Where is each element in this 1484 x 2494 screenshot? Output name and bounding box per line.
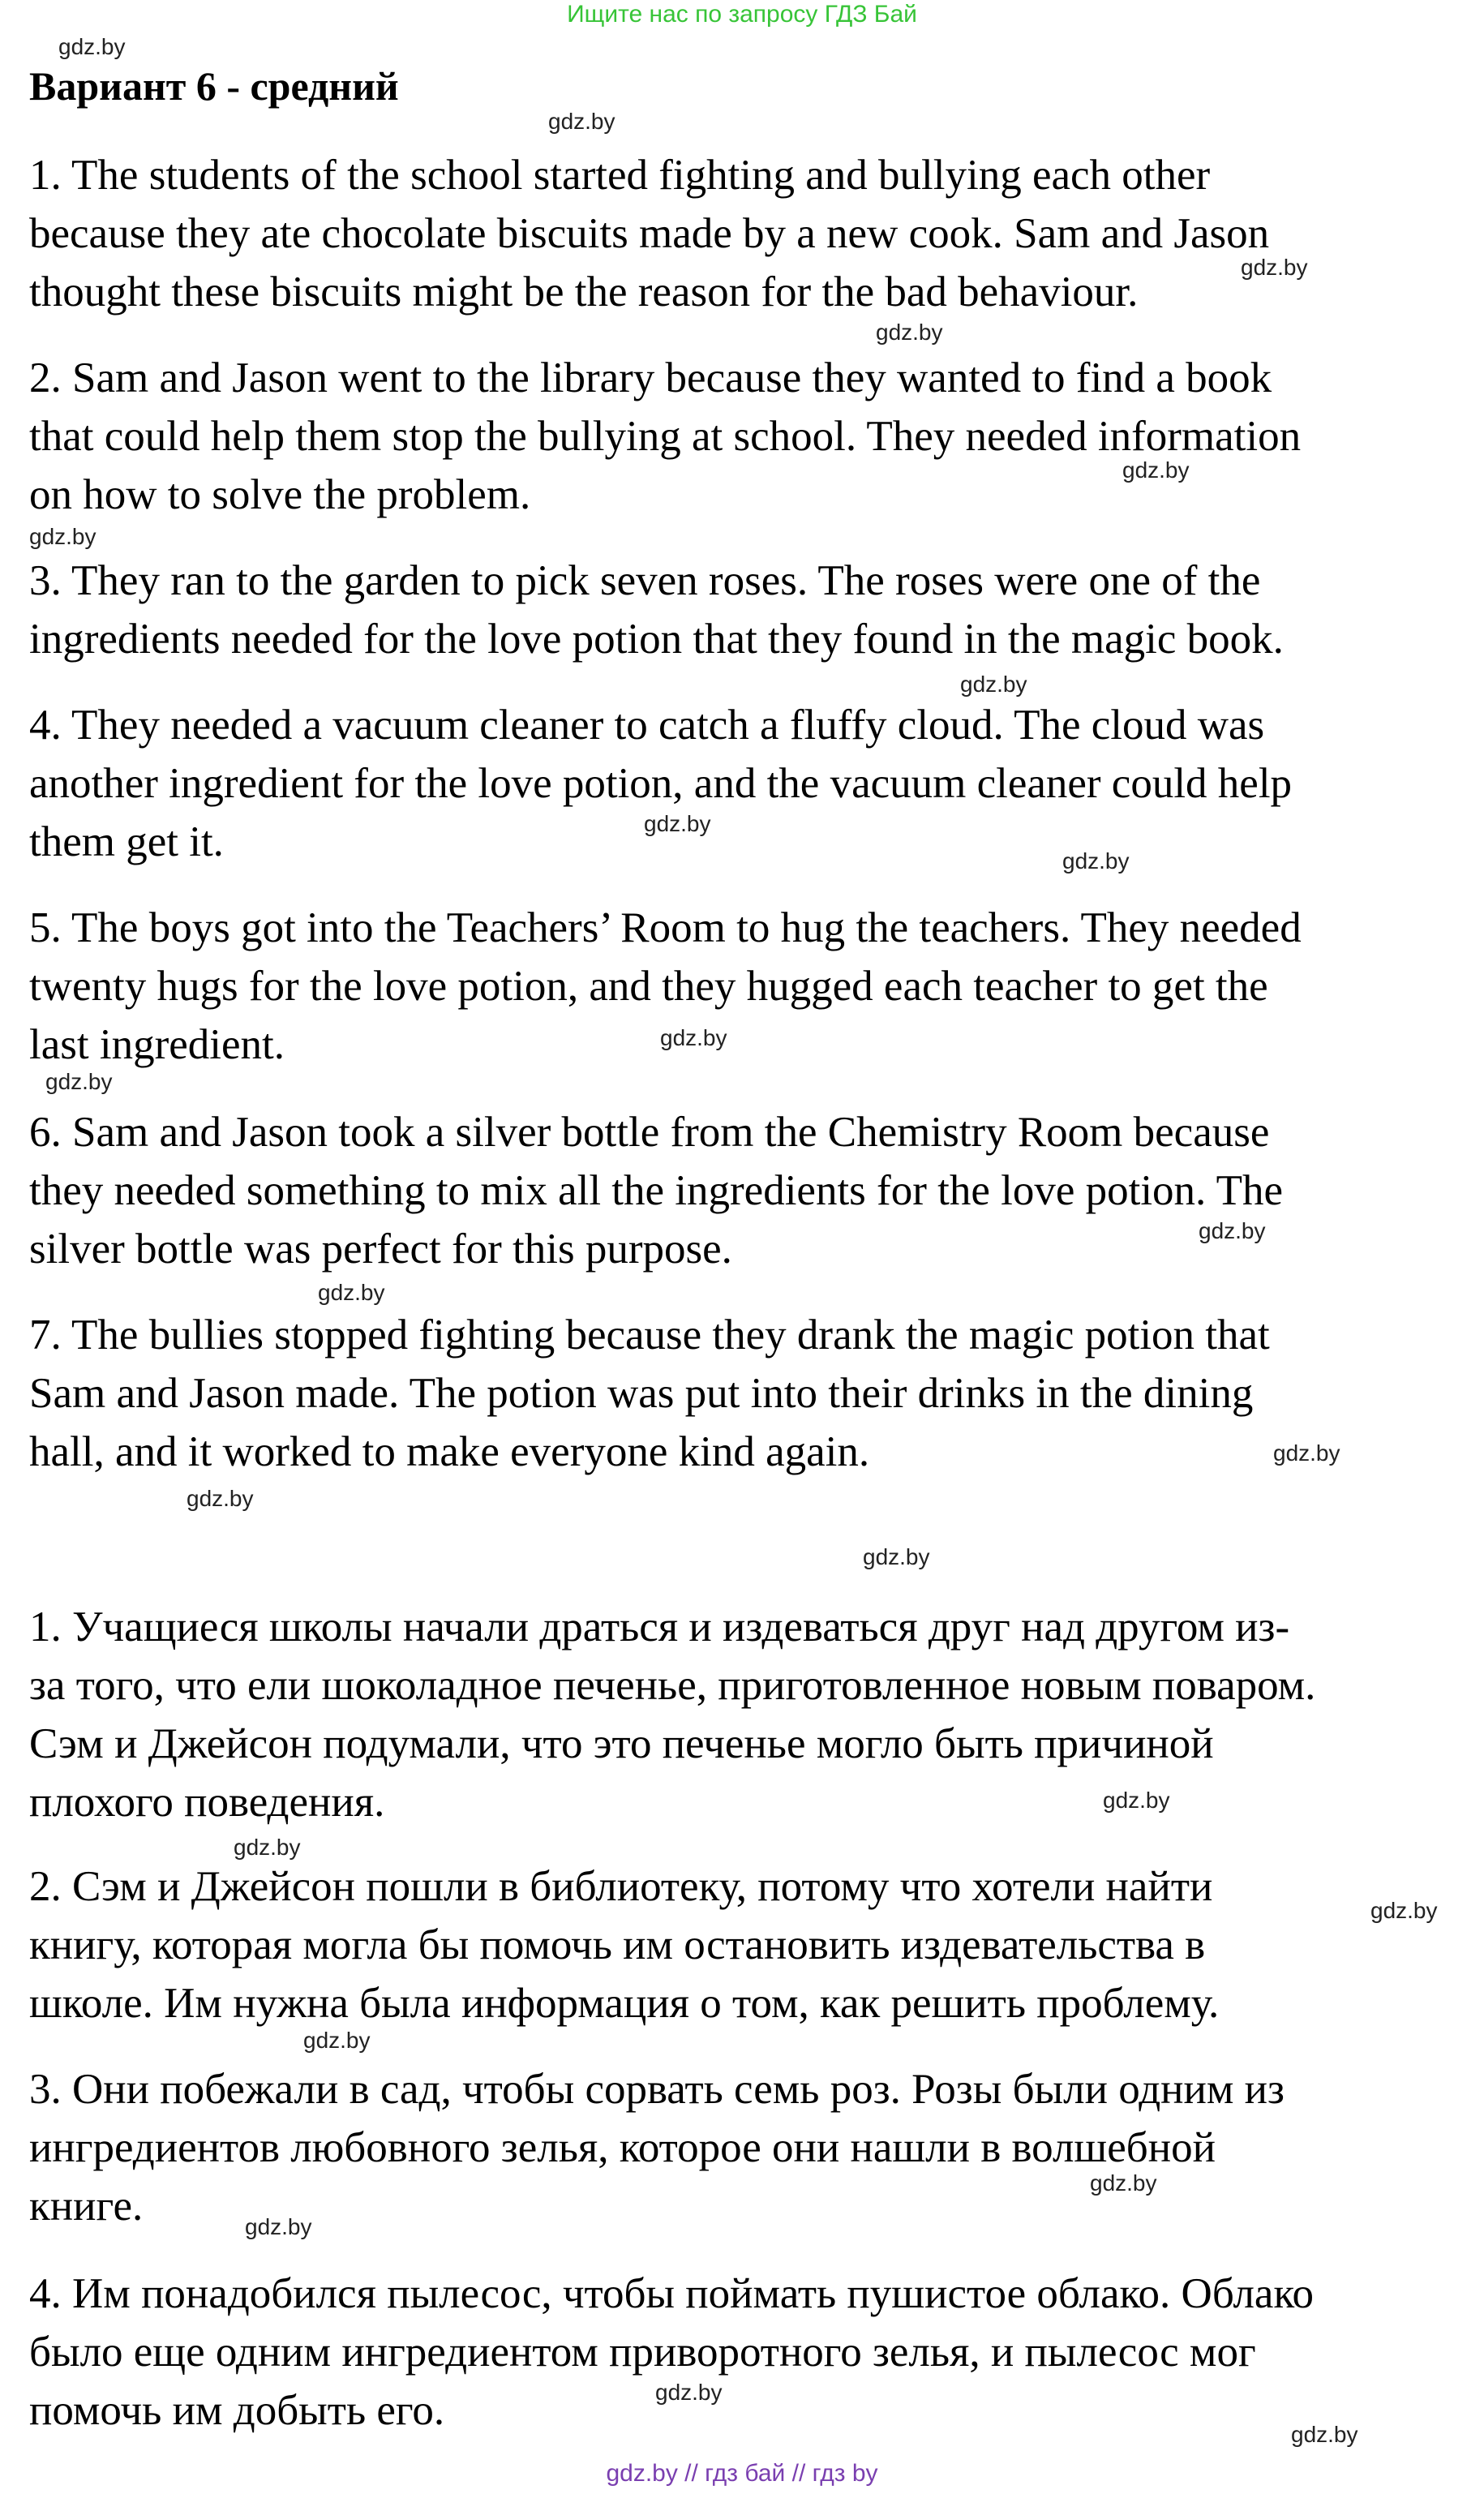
- top-banner[interactable]: Ищите нас по запросу ГДЗ Бай: [567, 1, 917, 28]
- watermark: gdz.by: [1062, 848, 1130, 874]
- watermark: gdz.by: [960, 672, 1027, 697]
- watermark: gdz.by: [1122, 457, 1190, 483]
- text-line: за того, что ели шоколадное печенье, приготовленное новым поваром.: [29, 1662, 1316, 1709]
- english-answer-1: [29, 146, 1465, 321]
- text-line: on how to solve the problem.: [29, 471, 531, 518]
- text-line: that could help them stop the bullying at school. They needed information: [29, 413, 1302, 460]
- watermark: gdz.by: [660, 1025, 727, 1050]
- footer-links[interactable]: gdz.by // гдз бай // гдз by: [606, 2460, 878, 2487]
- russian-answer-1: [29, 1598, 1465, 1831]
- text-line: 3. They ran to the garden to pick seven roses. The roses were one of the: [29, 557, 1261, 604]
- text-line: ingredients needed for the love potion that they found in the magic book.: [29, 616, 1284, 663]
- watermark: gdz.by: [245, 2214, 312, 2239]
- text-line: them get it.: [29, 818, 224, 865]
- text-line: last ingredient.: [29, 1021, 285, 1068]
- text-line: 2. Sam and Jason went to the library because they wanted to find a book: [29, 354, 1272, 401]
- watermark: gdz.by: [187, 1486, 254, 1511]
- text-line: книге.: [29, 2183, 144, 2230]
- text-line: 7. The bullies stopped fighting because they drank the magic potion that: [29, 1311, 1270, 1359]
- watermark: gdz.by: [655, 2380, 723, 2405]
- watermark: gdz.by: [1370, 1898, 1438, 1923]
- text-line: 4. Им понадобился пылесос, чтобы поймать пушистое облако. Облако: [29, 2270, 1314, 2317]
- watermark: gdz.by: [29, 524, 97, 549]
- watermark: gdz.by: [234, 1835, 301, 1860]
- text-line: было еще одним ингредиентом приворотного зелья, и пылесос мог: [29, 2329, 1256, 2376]
- text-line: плохого поведения.: [29, 1779, 385, 1826]
- page-title: Вариант 6 - средний: [29, 63, 399, 109]
- watermark: gdz.by: [58, 34, 126, 59]
- text-line: hall, and it worked to make everyone kind again.: [29, 1428, 870, 1475]
- text-line: 3. Они побежали в сад, чтобы сорвать семь роз. Розы были одним из: [29, 2066, 1285, 2113]
- watermark: gdz.by: [1273, 1440, 1340, 1466]
- text-line: книгу, которая могла бы помочь им остановить издевательства в: [29, 1921, 1206, 1968]
- english-answer-6: [29, 1103, 1465, 1278]
- text-line: 5. The boys got into the Teachers’ Room to hug the teachers. They needed: [29, 904, 1302, 951]
- text-line: they needed something to mix all the ingredients for the love potion. The: [29, 1167, 1283, 1214]
- watermark: gdz.by: [876, 320, 943, 345]
- english-answer-2: [29, 349, 1465, 524]
- watermark: gdz.by: [1199, 1218, 1266, 1243]
- text-line: Sam and Jason made. The potion was put into their drinks in the dining: [29, 1370, 1254, 1417]
- text-line: 1. The students of the school started fighting and bullying each other: [29, 152, 1211, 199]
- english-answer-5: [29, 899, 1465, 1074]
- text-line: 1. Учащиеся школы начали драться и издеваться друг над другом из-: [29, 1603, 1290, 1651]
- watermark: gdz.by: [303, 2028, 371, 2053]
- text-line: thought these biscuits might be the reason for the bad behaviour.: [29, 268, 1139, 316]
- watermark: gdz.by: [1090, 2170, 1157, 2196]
- text-line: twenty hugs for the love potion, and they hugged each teacher to get the: [29, 963, 1268, 1010]
- text-line: Сэм и Джейсон подумали, что это печенье могло быть причиной: [29, 1720, 1214, 1767]
- text-line: 4. They needed a vacuum cleaner to catch a fluffy cloud. The cloud was: [29, 702, 1265, 749]
- text-line: silver bottle was perfect for this purpose.: [29, 1226, 732, 1273]
- watermark: gdz.by: [1103, 1788, 1170, 1813]
- english-answer-3: [29, 552, 1465, 668]
- watermark: gdz.by: [1241, 255, 1308, 280]
- text-line: another ingredient for the love potion, and the vacuum cleaner could help: [29, 760, 1293, 807]
- watermark: gdz.by: [1291, 2422, 1358, 2447]
- watermark: gdz.by: [644, 811, 711, 836]
- russian-answer-4: [29, 2264, 1465, 2440]
- text-line: 6. Sam and Jason took a silver bottle from the Chemistry Room because: [29, 1109, 1270, 1156]
- text-line: 2. Сэм и Джейсон пошли в библиотеку, потому что хотели найти: [29, 1863, 1213, 1910]
- text-line: школе. Им нужна была информация о том, как решить проблему.: [29, 1980, 1220, 2027]
- watermark: gdz.by: [548, 109, 615, 134]
- text-line: because they ate chocolate biscuits made by a new cook. Sam and Jason: [29, 210, 1270, 257]
- watermark: gdz.by: [318, 1280, 385, 1305]
- russian-answer-2: [29, 1857, 1465, 2033]
- russian-answer-3: [29, 2060, 1465, 2235]
- watermark: gdz.by: [863, 1544, 930, 1569]
- watermark: gdz.by: [45, 1069, 113, 1094]
- english-answer-4: [29, 696, 1465, 871]
- english-answer-7: [29, 1306, 1465, 1481]
- text-line: помочь им добыть его.: [29, 2387, 445, 2434]
- text-line: ингредиентов любовного зелья, которое они нашли в волшебной: [29, 2124, 1216, 2171]
